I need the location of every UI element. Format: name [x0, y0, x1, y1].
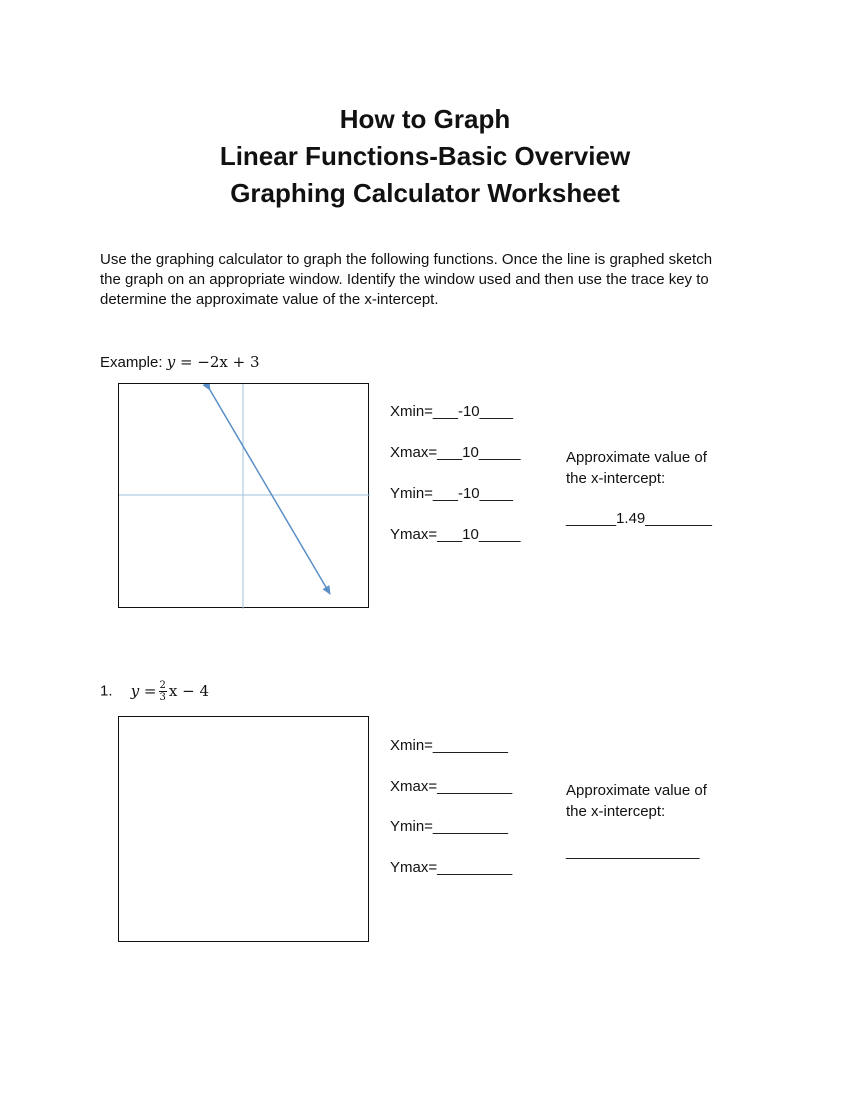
title-line-3: Graphing Calculator Worksheet: [230, 178, 620, 208]
example-graph-line: [210, 390, 330, 594]
problem-1-rest: x − 4: [168, 681, 209, 700]
problem-1-lhs: y =: [130, 681, 157, 700]
example-ymin: Ymin=___-10____: [390, 485, 514, 502]
example-label: [100, 352, 260, 373]
worksheet-title: [0, 101, 850, 212]
problem-1-intercept-label: [566, 780, 707, 822]
example-graph: [118, 383, 369, 608]
example-intercept-label-line-1: Approximate value of: [566, 449, 707, 466]
problem-1-ymin[interactable]: Ymin=_________: [390, 818, 509, 835]
example-intercept-answer: ______1.49________: [566, 510, 712, 527]
problem-1-frac-den: 3: [159, 692, 166, 703]
example-ymax: Ymax=___10_____: [390, 526, 521, 543]
problem-1-graph[interactable]: [118, 716, 369, 942]
problem-1-label: [100, 680, 209, 703]
instructions-line-3: determine the approximate value of the x-intercept.: [100, 291, 439, 308]
problem-1-number: 1.: [100, 682, 113, 700]
example-xmin: Xmin=___-10____: [390, 403, 514, 420]
instructions-line-2: the graph on an appropriate window. Identify the window used and then use the trace key to: [100, 271, 709, 288]
instructions: [100, 250, 760, 310]
problem-1-intercept-answer[interactable]: ________________: [566, 843, 700, 860]
problem-1-xmax[interactable]: Xmax=_________: [390, 778, 513, 795]
problem-1-ymax[interactable]: Ymax=_________: [390, 859, 513, 876]
title-line-2: Linear Functions-Basic Overview: [219, 141, 631, 171]
problem-1-frac-num: 2: [159, 680, 166, 691]
problem-1-xmin[interactable]: Xmin=_________: [390, 737, 509, 754]
problem-1-intercept-label-line-2: the x-intercept:: [566, 803, 666, 820]
example-intercept-label-line-2: the x-intercept:: [566, 470, 666, 487]
problem-1-fraction: [159, 680, 167, 703]
example-xmax: Xmax=___10_____: [390, 444, 521, 461]
instructions-line-1: Use the graphing calculator to graph the following functions. Once the line is graphed sketch: [100, 251, 713, 268]
example-equation: [167, 353, 260, 371]
problem-1-intercept-label-line-1: Approximate value of: [566, 782, 707, 799]
title-line-1: How to Graph: [339, 104, 511, 134]
example-intercept-label: [566, 447, 707, 489]
example-prefix: Example:: [100, 354, 167, 371]
example-equation-rest: = −2x + 3: [175, 353, 260, 371]
problem-1-equation: [130, 680, 209, 703]
example-equation-lhs: y: [166, 353, 176, 371]
example-graph-svg: [119, 384, 370, 609]
